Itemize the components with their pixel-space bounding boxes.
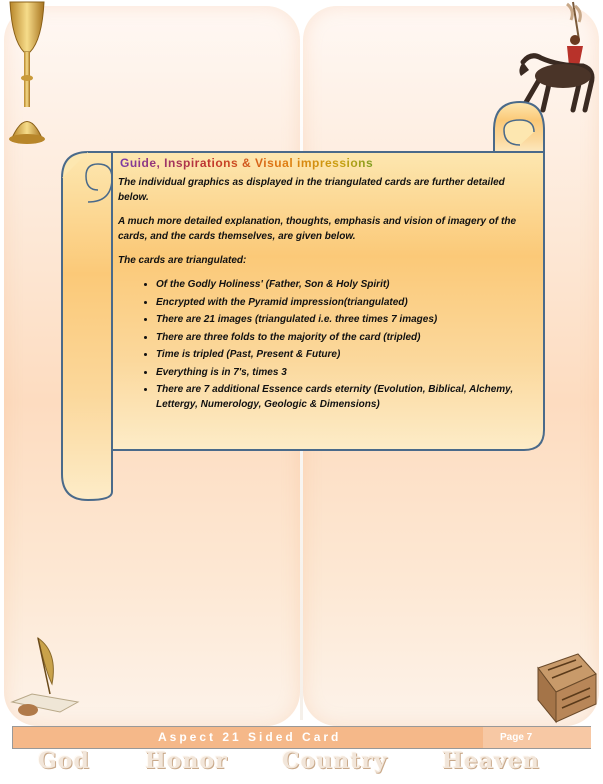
- motto-word-god: God: [38, 748, 90, 774]
- motto-word-honor: Honor: [145, 748, 228, 774]
- list-item: • There are three folds to the majority of the card (tripled): [156, 330, 523, 345]
- motto-word-heaven: Heaven: [442, 748, 540, 774]
- motto-word-country: Country: [282, 748, 388, 774]
- list-item: • There are 21 images (triangulated i.e. three times 7 images): [156, 312, 523, 327]
- scroll-text-content: [118, 155, 523, 415]
- paragraph-triangulated: The cards are triangulated:: [118, 255, 247, 266]
- carved-tablet-icon: [528, 648, 600, 726]
- paragraph-intro: The individual graphics as displayed in the triangulated cards are further detailed below.: [118, 177, 505, 203]
- section-heading: Guide, Inspirations & Visual impressions: [120, 155, 523, 171]
- list-item: • Encrypted with the Pyramid impression(triangulated): [156, 295, 523, 310]
- list-item: • There are 7 additional Essence cards eternity (Evolution, Biblical, Alchemy, Lettergy, Numerology, Geologic & Dimensions): [156, 382, 523, 412]
- page-footer: [12, 726, 591, 749]
- list-item: • Everything is in 7's, times 3: [156, 365, 523, 380]
- list-item: • Time is tripled (Past, Present & Future): [156, 347, 523, 362]
- paragraph-explanation: A much more detailed explanation, thoughts, emphasis and vision of imagery of the cards, and the cards themselves, are given below.: [118, 216, 517, 242]
- page-number: Page 7: [483, 727, 591, 748]
- quill-scroll-icon: [8, 632, 88, 727]
- bullet-list: [118, 277, 523, 412]
- chalice-icon: [2, 0, 52, 150]
- list-item: • Of the Godly Holiness' (Father, Son & Holy Spirit): [156, 277, 523, 292]
- footer-title: Aspect 21 Sided Card: [13, 727, 483, 748]
